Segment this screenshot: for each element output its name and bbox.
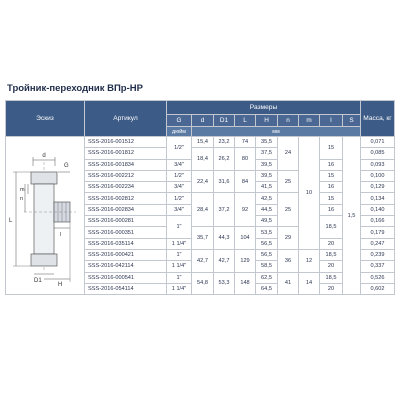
sketch-cell (6, 137, 85, 295)
cell-l: 15 (320, 193, 343, 204)
cell-n: 25 (278, 170, 299, 193)
cell-H: 58,5 (256, 261, 278, 272)
cell-article: SSS-2016-035114 (85, 238, 167, 249)
cell-article: SSS-2016-001834 (85, 159, 167, 170)
header-col-d: d (192, 115, 214, 127)
cell-mass: 0,071 (361, 137, 395, 148)
cell-l: 20 (320, 283, 343, 294)
table-row (6, 137, 395, 148)
label-H: H (58, 281, 63, 288)
header-unit-inch: дюйм (167, 127, 192, 137)
cell-L: 74 (235, 137, 256, 148)
cell-D1: 37,2 (214, 193, 235, 227)
cell-mass: 0,140 (361, 204, 395, 215)
cell-G: 1 1/4" (167, 261, 192, 272)
cell-D1: 42,7 (214, 249, 235, 272)
cell-n: 25 (278, 193, 299, 227)
header-col-G: G (167, 115, 192, 127)
header-col-L: L (235, 115, 256, 127)
cell-G: 3/4" (167, 182, 192, 193)
cell-G: 1/2" (167, 170, 192, 181)
cell-n: 29 (278, 227, 299, 250)
cell-H: 42,5 (256, 193, 278, 204)
cell-S: 1,5 (343, 137, 361, 295)
cell-D1: 53,3 (214, 272, 235, 295)
cell-H: 49,5 (256, 216, 278, 227)
cell-l: 18,5 (320, 249, 343, 260)
cell-H: 64,5 (256, 283, 278, 294)
cell-H: 56,5 (256, 238, 278, 249)
cell-G: 3/4" (167, 159, 192, 170)
cell-d: 42,7 (192, 249, 214, 272)
cell-G: 1 1/4" (167, 283, 192, 294)
page-title: Тройник-переходник ВПр-НР (7, 83, 143, 94)
cell-m: 12 (299, 249, 320, 272)
header-col-D1: D1 (214, 115, 235, 127)
header-article: Артикул (85, 101, 167, 137)
cell-mass: 0,247 (361, 238, 395, 249)
cell-d: 18,4 (192, 148, 214, 171)
cell-article: SSS-2016-000351 (85, 227, 167, 238)
header-col-l: l (320, 115, 343, 127)
cell-H: 39,5 (256, 170, 278, 181)
cell-m: 14 (299, 272, 320, 295)
cell-l: 15 (320, 137, 343, 160)
header-dimensions: Размеры (167, 101, 361, 115)
header-col-m: m (299, 115, 320, 127)
cell-article: SSS-2016-054114 (85, 283, 167, 294)
cell-mass: 0,526 (361, 272, 395, 283)
cell-article: SSS-2016-002812 (85, 193, 167, 204)
cell-article: SSS-2016-000541 (85, 272, 167, 283)
cell-H: 44,5 (256, 204, 278, 215)
cell-mass: 0,093 (361, 159, 395, 170)
label-L: L (9, 217, 13, 224)
cell-D1: 23,2 (214, 137, 235, 148)
cell-article: SSS-2016-042114 (85, 261, 167, 272)
cell-article: SSS-2016-002834 (85, 204, 167, 215)
cell-L: 104 (235, 227, 256, 250)
cell-mass: 0,239 (361, 249, 395, 260)
cell-article: SSS-2016-001812 (85, 148, 167, 159)
header-col-H: H (256, 115, 278, 127)
cell-article: SSS-2016-000281 (85, 216, 167, 227)
cell-d: 54,8 (192, 272, 214, 295)
label-l: l (60, 231, 62, 238)
cell-D1: 26,2 (214, 148, 235, 171)
cell-mass: 0,085 (361, 148, 395, 159)
label-n: n (20, 195, 24, 202)
cell-n: 36 (278, 249, 299, 272)
cell-G: 1/2" (167, 193, 192, 204)
cell-mass: 0,179 (361, 227, 395, 238)
label-G: G (64, 162, 69, 169)
cell-mass: 0,166 (361, 216, 395, 227)
cell-H: 53,5 (256, 227, 278, 238)
cell-G: 1" (167, 272, 192, 283)
cell-G: 1/2" (167, 137, 192, 160)
cell-G: 1 1/4" (167, 238, 192, 249)
label-d: d (42, 152, 46, 159)
cell-mass: 0,337 (361, 261, 395, 272)
cell-mass: 0,129 (361, 182, 395, 193)
cell-mass: 0,134 (361, 193, 395, 204)
cell-n: 24 (278, 137, 299, 171)
cell-l: 16 (320, 204, 343, 215)
cell-l: 15 (320, 170, 343, 181)
header-unit-mm: мм (192, 127, 361, 137)
cell-G: 1" (167, 216, 192, 239)
cell-d: 28,4 (192, 193, 214, 227)
cell-l: 18,5 (320, 216, 343, 239)
cell-n: 41 (278, 272, 299, 295)
header-col-S: S (343, 115, 361, 127)
cell-H: 37,5 (256, 148, 278, 159)
label-m: m (20, 186, 25, 193)
cell-L: 84 (235, 170, 256, 193)
cell-L: 148 (235, 272, 256, 295)
cell-article: SSS-2016-002212 (85, 170, 167, 181)
spec-table (5, 100, 395, 295)
cell-article: SSS-2016-000421 (85, 249, 167, 260)
cell-mass: 0,602 (361, 283, 395, 294)
cell-mass: 0,100 (361, 170, 395, 181)
cell-l: 16 (320, 159, 343, 170)
cell-l: 18,5 (320, 272, 343, 283)
cell-H: 41,5 (256, 182, 278, 193)
cell-l: 20 (320, 238, 343, 249)
cell-L: 92 (235, 193, 256, 227)
cell-G: 1" (167, 249, 192, 260)
cell-l: 20 (320, 261, 343, 272)
label-D1: D1 (34, 277, 42, 284)
cell-L: 80 (235, 148, 256, 171)
cell-d: 22,4 (192, 170, 214, 193)
cell-H: 35,5 (256, 137, 278, 148)
cell-D1: 31,6 (214, 170, 235, 193)
cell-d: 15,4 (192, 137, 214, 148)
tee-fitting-drawing (6, 144, 85, 288)
header-sketch: Эскиз (6, 101, 85, 137)
cell-m: 10 (299, 137, 320, 250)
cell-H: 62,5 (256, 272, 278, 283)
header-col-n: n (278, 115, 299, 127)
cell-G: 3/4" (167, 204, 192, 215)
cell-article: SSS-2016-001512 (85, 137, 167, 148)
cell-d: 35,7 (192, 227, 214, 250)
cell-L: 129 (235, 249, 256, 272)
cell-D1: 44,3 (214, 227, 235, 250)
cell-H: 56,5 (256, 249, 278, 260)
cell-H: 39,5 (256, 159, 278, 170)
cell-l: 16 (320, 182, 343, 193)
header-mass: Масса, кг (361, 101, 395, 137)
cell-article: SSS-2016-002234 (85, 182, 167, 193)
